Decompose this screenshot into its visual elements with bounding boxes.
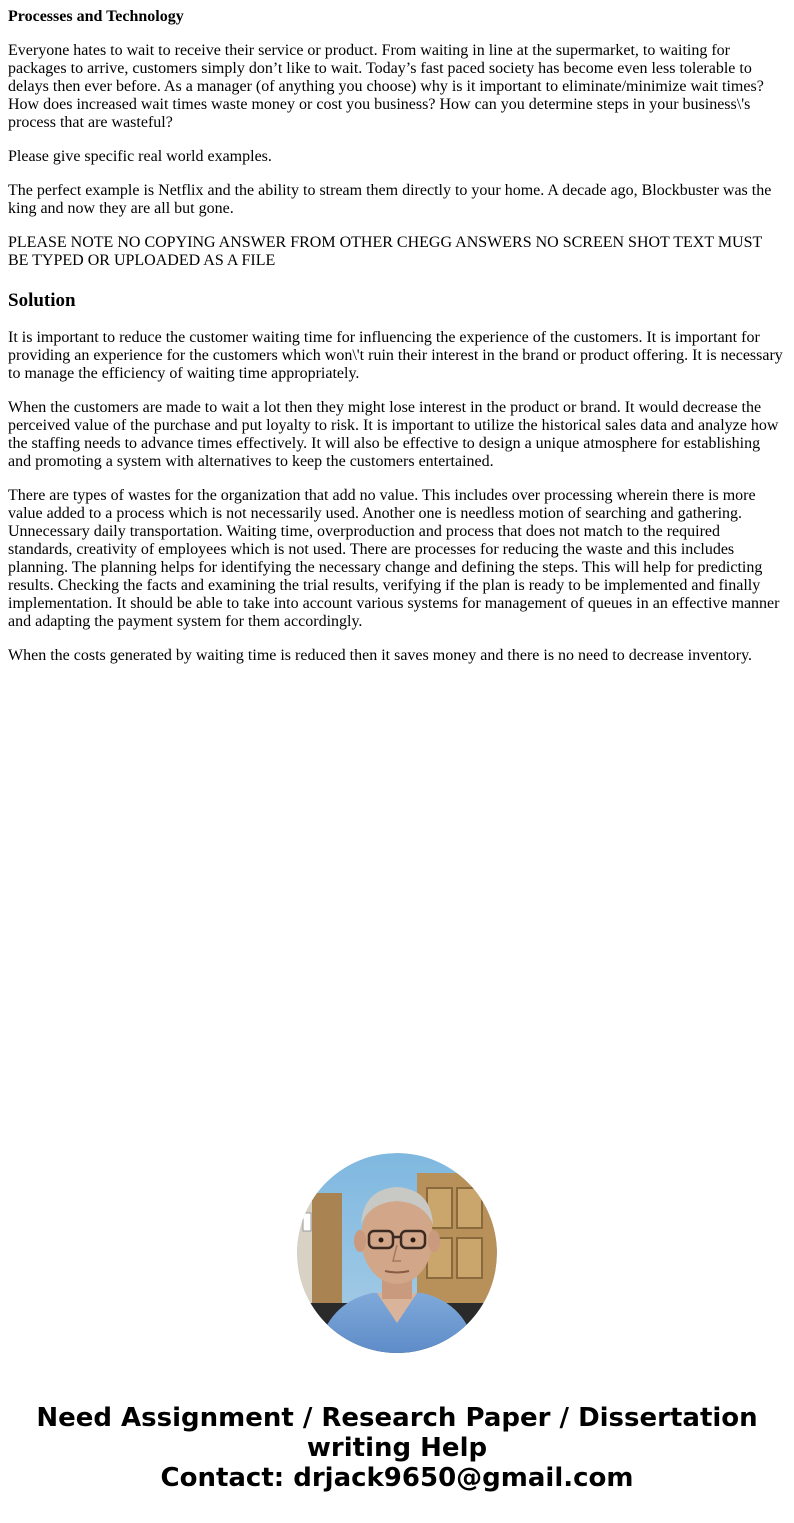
- promo-line-2: writing Help: [306, 1433, 488, 1463]
- question-paragraph-4: PLEASE NOTE NO COPYING ANSWER FROM OTHER CHEGG ANSWERS NO SCREEN SHOT TEXT MUST BE TYPED OR UPLOADED AS A FILE: [8, 234, 762, 269]
- contact-promo-banner: [0, 1403, 794, 1493]
- solution-paragraph-1: It is important to reduce the customer waiting time for influencing the experience of the customers. It is important for providing an experience for the customers which won\'t ruin their interest in the brand or product offering. It is necessary to manage the efficiency of waiting time appropriately.: [8, 329, 783, 382]
- document-body: [8, 8, 786, 681]
- promo-line-1: Need Assignment / Research Paper / Dissertation: [36, 1403, 758, 1433]
- question-paragraph-2: Please give specific real world examples.: [8, 148, 272, 165]
- question-paragraph-1: Everyone hates to wait to receive their service or product. From waiting in line at the supermarket, to waiting for packages to arrive, customers simply don’t like to wait. Today’s fast paced society has become even less tolerable to delays then ever before. As a manager (of anything you choose) why is it important to eliminate/minimize wait times? How does increased wait times waste money or cost you business? How can you determine steps in your business\'s process that are wasteful?: [8, 42, 764, 131]
- solution-paragraph-4: When the costs generated by waiting time is reduced then it saves money and there is no need to decrease inventory.: [8, 647, 753, 664]
- solution-paragraph-2: When the customers are made to wait a lot then they might lose interest in the product or brand. It would decrease the perceived value of the purchase and put loyalty to risk. It is important to utilize the historical sales data and analyze how the staffing needs to advance times effectively. It will also be effective to design a unique atmosphere for establishing and promoting a system with alternatives to keep the customers entertained.: [8, 399, 779, 470]
- solution-paragraph-3: There are types of wastes for the organization that add no value. This includes over processing wherein there is more value added to a process which is not necessarily used. Another one is needless motion of searching and gathering. Unnecessary daily transportation. Waiting time, overproduction and process that does not match to the required standards, creativity of employees which is not used. There are processes for reducing the waste and this includes planning. The planning helps for identifying the necessary change and defining the steps. This will help for predicting results. Checking the facts and examining the trial results, verifying if the plan is ready to be implemented and finally implementation. It should be able to take into account various systems for management of queues in an effective manner and adapting the payment system for them accordingly.: [8, 487, 780, 630]
- question-paragraph-3: The perfect example is Netflix and the ability to stream them directly to your home. A decade ago, Blockbuster was the king and now they are all but gone.: [8, 182, 772, 217]
- author-avatar: [297, 1153, 497, 1353]
- author-portrait-image: [297, 1153, 497, 1353]
- question-title: Processes and Technology: [8, 8, 184, 25]
- solution-heading: Solution: [8, 290, 76, 311]
- promo-contact-email[interactable]: Contact: drjack9650@gmail.com: [160, 1463, 634, 1493]
